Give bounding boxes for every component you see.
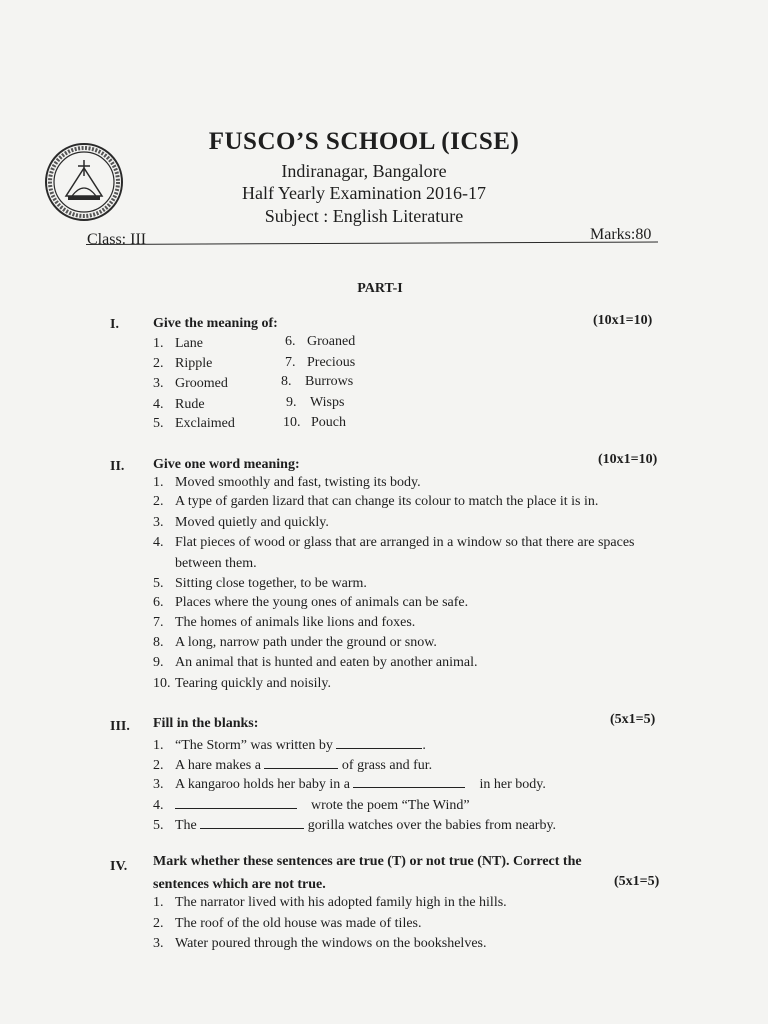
subject-line: Subject : English Literature bbox=[264, 206, 464, 226]
school-location: Indiranagar, Bangalore bbox=[281, 161, 447, 181]
part-title: PART-I bbox=[357, 281, 403, 296]
section-2-title: Give one word meaning: bbox=[153, 457, 300, 472]
answer-blank[interactable] bbox=[336, 736, 422, 749]
section-4-title-line-2: sentences which are not true. bbox=[153, 877, 326, 892]
list-item: 3. Water poured through the windows on the bookshelves. bbox=[153, 936, 487, 951]
list-item: 3. Moved quietly and quickly. bbox=[153, 515, 329, 530]
list-item: 4. Rude bbox=[153, 397, 205, 412]
list-item: 2. The roof of the old house was made of tiles. bbox=[153, 916, 422, 931]
list-item: 1. Lane bbox=[153, 336, 203, 351]
section-4-marks: (5x1=5) bbox=[614, 874, 660, 889]
list-item: 7. The homes of animals like lions and foxes. bbox=[153, 615, 416, 630]
list-item: 8. A long, narrow path under the ground or snow. bbox=[153, 635, 437, 650]
section-2-number: II. bbox=[110, 459, 125, 474]
fill-blank-item: 3. A kangaroo holds her baby in a in her body. bbox=[153, 777, 546, 792]
school-name: FUSCO’S SCHOOL (ICSE) bbox=[208, 128, 520, 155]
exam-title: Half Yearly Examination 2016-17 bbox=[242, 183, 486, 203]
section-1-number: I. bbox=[110, 317, 119, 332]
list-item: 7. Precious bbox=[285, 355, 356, 370]
list-item: 1. The narrator lived with his adopted family high in the hills. bbox=[153, 895, 507, 910]
answer-blank[interactable] bbox=[264, 756, 338, 769]
fill-blank-item: 1. “The Storm” was written by . bbox=[153, 738, 426, 753]
list-item: 4. Flat pieces of wood or glass that are arranged in a window so that there are spaces bbox=[153, 535, 635, 550]
fill-blank-item: 2. A hare makes a of grass and fur. bbox=[153, 758, 433, 773]
list-item: 6. Groaned bbox=[285, 334, 356, 349]
section-4-number: IV. bbox=[110, 859, 128, 874]
list-item: 1. Moved smoothly and fast, twisting its body. bbox=[153, 475, 421, 490]
answer-blank[interactable] bbox=[353, 775, 465, 788]
fill-blank-item: 5. The gorilla watches over the babies from nearby. bbox=[153, 818, 557, 833]
section-1-title: Give the meaning of: bbox=[153, 316, 278, 331]
list-item: 2. A type of garden lizard that can change its colour to match the place it is in. bbox=[153, 494, 599, 509]
section-3-marks: (5x1=5) bbox=[610, 712, 656, 727]
section-3-title: Fill in the blanks: bbox=[153, 716, 259, 731]
list-item: 2. Ripple bbox=[153, 356, 213, 371]
list-item: 10. Pouch bbox=[283, 415, 346, 430]
marks-label: Marks:80 bbox=[590, 226, 652, 243]
list-item: 3. Groomed bbox=[153, 376, 228, 391]
list-item: 9. An animal that is hunted and eaten by another animal. bbox=[153, 655, 478, 670]
list-item: 5. Sitting close together, to be warm. bbox=[153, 576, 367, 591]
answer-blank[interactable] bbox=[175, 796, 297, 809]
answer-blank[interactable] bbox=[200, 816, 304, 829]
section-2-marks: (10x1=10) bbox=[598, 452, 658, 467]
list-item: 6. Places where the young ones of animals can be safe. bbox=[153, 595, 469, 610]
list-item-continuation: between them. bbox=[175, 556, 257, 571]
section-1-marks: (10x1=10) bbox=[593, 313, 653, 328]
list-item: 10. Tearing quickly and noisily. bbox=[153, 676, 331, 691]
list-item: 5. Exclaimed bbox=[153, 416, 235, 431]
list-item: 9. Wisps bbox=[286, 395, 345, 410]
header-divider bbox=[86, 242, 658, 245]
section-3-number: III. bbox=[110, 719, 130, 734]
class-label: Class: III bbox=[87, 231, 147, 248]
fill-blank-item: 4. wrote the poem “The Wind” bbox=[153, 798, 470, 813]
section-4-title-line-1: Mark whether these sentences are true (T) or not true (NT). Correct the bbox=[153, 854, 582, 869]
list-item: 8. Burrows bbox=[281, 374, 354, 389]
